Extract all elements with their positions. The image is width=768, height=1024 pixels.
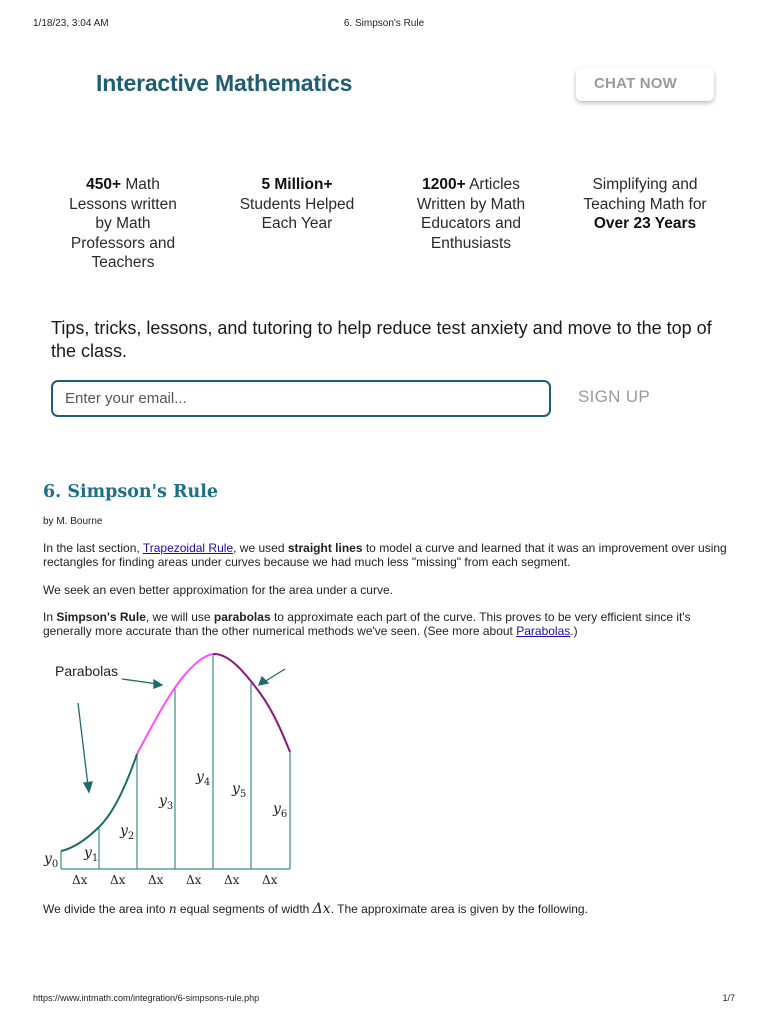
arrow-to-curve xyxy=(78,703,88,786)
stat-lessons-text: Lessons written by Math Professors and Teachers xyxy=(69,195,177,272)
label-dx-4: Δx xyxy=(186,873,202,887)
p3-text-a: In xyxy=(43,610,57,624)
arrow-to-second-parabola xyxy=(264,669,285,682)
math-n: n xyxy=(168,902,177,916)
stat-lessons-number: 450+ xyxy=(86,176,122,193)
arrowhead-first xyxy=(154,680,162,688)
trapezoidal-rule-link[interactable]: Trapezoidal Rule xyxy=(142,541,234,555)
site-brand[interactable]: Interactive Mathematics xyxy=(96,70,353,96)
label-y4: $y_4$ xyxy=(196,769,211,788)
stat-students-text: Students Helped Each Year xyxy=(239,195,355,233)
stat-years-text: Simplifying and Teaching Math for xyxy=(583,176,707,213)
article-title: 6. Simpson's Rule xyxy=(43,482,218,502)
label-y3: $y_3$ xyxy=(159,793,174,812)
label-dx-1: Δx xyxy=(72,873,88,887)
article-byline: by M. Bourne xyxy=(43,516,103,527)
sign-up-button[interactable]: SIGN UP xyxy=(578,387,651,406)
stat-students-number: 5 Million+ xyxy=(261,176,333,193)
label-dx-5: Δx xyxy=(224,873,240,887)
print-page-number: 1/7 xyxy=(722,993,735,1003)
p1-bold: straight lines xyxy=(287,541,363,555)
email-input[interactable] xyxy=(51,380,551,417)
label-dx-2: Δx xyxy=(110,873,126,887)
paragraph-better-approx: We seek an even better approximation for the area under a curve. xyxy=(43,583,393,597)
p3-text-d: .) xyxy=(570,624,578,638)
p3-text-c: to approximate each part of the curve. This proves to be very efficient since it's generally more accurate than the other numerical methods we've seen. (See more about xyxy=(43,610,691,638)
label-dx-6: Δx xyxy=(262,873,278,887)
print-datetime: 1/18/23, 3:04 AM xyxy=(33,18,109,29)
stat-articles xyxy=(396,175,546,253)
stat-students xyxy=(222,175,372,234)
parabolas-link[interactable]: Parabolas xyxy=(516,624,571,638)
p1-text-a: In the last section, xyxy=(43,541,143,555)
stat-lessons xyxy=(48,175,198,273)
label-y0: $y_0$ xyxy=(44,851,59,870)
stat-articles-number: 1200+ xyxy=(422,176,466,193)
stat-articles-word: Articles xyxy=(465,176,520,193)
math-delta-x: Δx xyxy=(312,901,331,917)
stat-years xyxy=(570,175,720,234)
print-url: https://www.intmath.com/integration/6-simpsons-rule.php xyxy=(33,993,260,1003)
stat-years-number: Over 23 Years xyxy=(593,215,697,233)
p3-bold-parabolas: parabolas xyxy=(213,610,271,624)
arrowhead-curve xyxy=(84,782,92,792)
chat-now-button[interactable]: CHAT NOW xyxy=(576,68,714,101)
p4-text-a: We divide the area into xyxy=(43,902,169,916)
p3-bold-simpsons: Simpson's Rule xyxy=(56,610,146,624)
label-y5: $y_5$ xyxy=(232,781,247,800)
arrowhead-second xyxy=(259,677,268,685)
print-page-title: 6. Simpson's Rule xyxy=(343,18,425,29)
label-y2: $y_2$ xyxy=(120,823,135,842)
paragraph-simpsons xyxy=(43,610,733,638)
p3-text-b: , we will use xyxy=(145,610,214,624)
label-dx-3: Δx xyxy=(148,873,164,887)
paragraph-divide-area xyxy=(43,902,733,916)
stat-articles-text: Written by Math Educators and Enthusiasts xyxy=(416,195,526,252)
label-y6: $y_6$ xyxy=(273,801,288,820)
p1-text-c: to model a curve and learned that it was an improvement over using rectangles for finding areas under curves because we had much less "missing" from each segment. xyxy=(43,541,727,569)
parabolas-label: Parabolas xyxy=(55,663,119,679)
paragraph-intro xyxy=(43,541,733,569)
simpsons-rule-diagram xyxy=(40,648,310,893)
label-y1: $y_1$ xyxy=(84,845,99,864)
signup-tagline: Tips, tricks, lessons, and tutoring to help reduce test anxiety and move to the top of the class. xyxy=(51,318,712,361)
p1-text-b: , we used xyxy=(233,541,288,555)
p4-text-c: . The approximate area is given by the following. xyxy=(330,902,588,916)
arrow-to-first-parabola xyxy=(122,679,158,684)
stat-lessons-word: Math xyxy=(121,176,160,193)
p4-text-b: equal segments of width xyxy=(176,902,313,916)
